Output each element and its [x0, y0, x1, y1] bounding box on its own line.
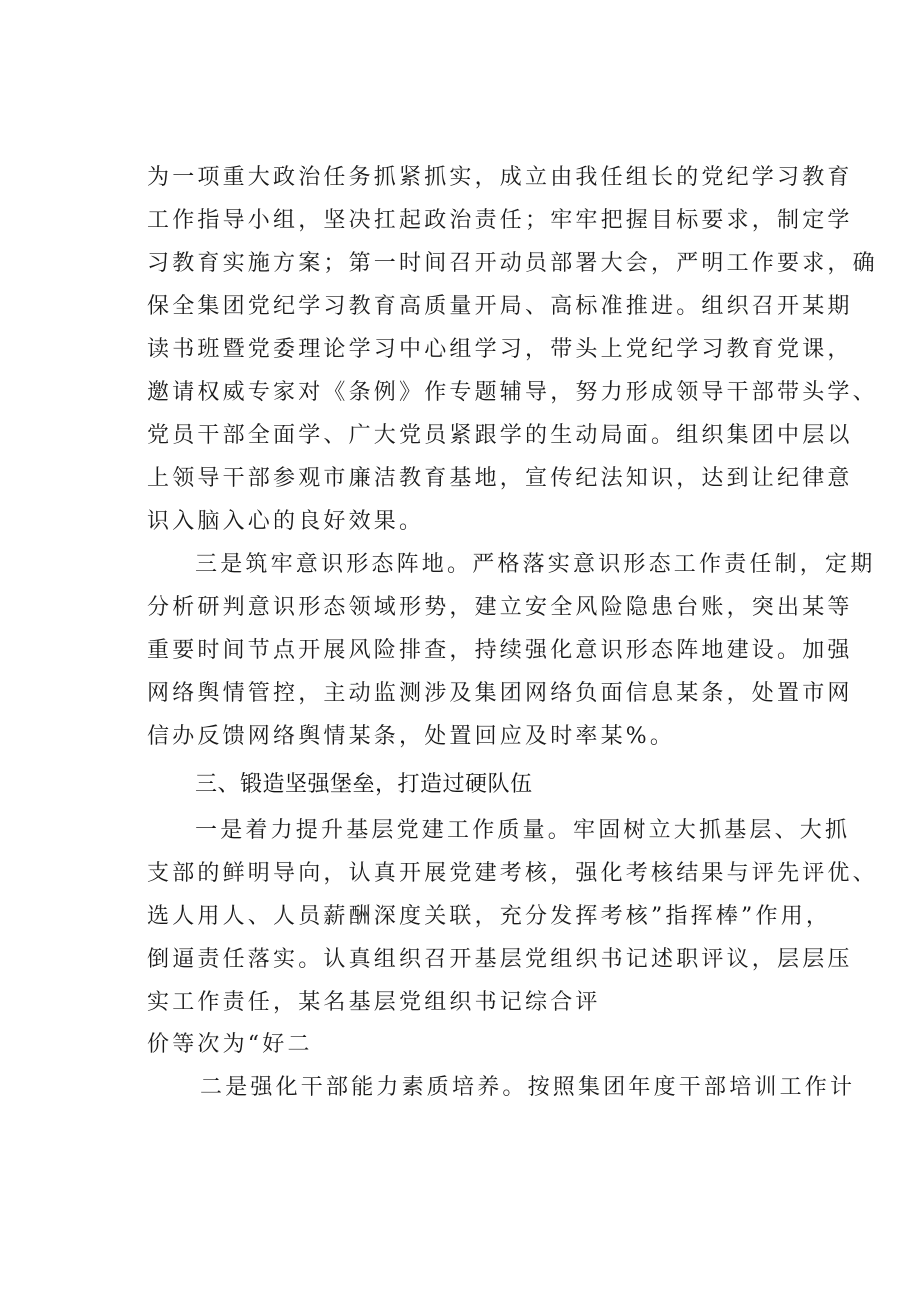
paragraph-line: 识入脑入心的良好效果。 — [147, 509, 425, 534]
paragraph-line: 党员干部全面学、广大党员紧跟学的生动局面。组织集团中层以 — [147, 423, 853, 448]
paragraph-line: 重要时间节点开展风险排查，持续强化意识形态阵地建设。加强 — [147, 638, 853, 663]
paragraph-line: 二是强化干部能力素质培养。按照集团年度干部培训工作计 — [200, 1075, 856, 1100]
paragraph-line: 价等次为“好二 — [147, 1032, 313, 1057]
paragraph-line: 选人用人、人员薪酬深度关联，充分发挥考核”指挥棒”作用， — [147, 904, 832, 929]
paragraph-line: 上领导干部参观市廉洁教育基地，宣传纪法知识，达到让纪律意 — [147, 466, 853, 491]
paragraph-line: 为一项重大政治任务抓紧抓实，成立由我任组长的党纪学习教育 — [147, 165, 853, 190]
paragraph-line: 读书班暨党委理论学习中心组学习，带头上党纪学习教育党课， — [147, 337, 853, 362]
paragraph-line: 信办反馈网络舆情某条，处置回应及时率某%。 — [147, 724, 676, 749]
paragraph-line: 网络舆情管控，主动监测涉及集团网络负面信息某条，处置市网 — [147, 681, 853, 706]
section-heading: 三、锻造坚强堡垒，打造过硬队伍 — [195, 772, 533, 797]
paragraph-line: 支部的鲜明导向，认真开展党建考核，强化考核结果与评先评优、 — [147, 861, 878, 886]
paragraph-line: 一是着力提升基层党建工作质量。牢固树立大抓基层、大抓 — [195, 818, 851, 843]
paragraph-line: 分析研判意识形态领域形势，建立安全风险隐患台账，突出某等 — [147, 595, 853, 620]
paragraph-line: 倒逼责任落实。认真组织召开基层党组织书记述职评议，层层压 — [147, 947, 853, 972]
paragraph-line: 工作指导小组，坚决扛起政治责任；牢牢把握目标要求，制定学 — [147, 208, 853, 233]
paragraph-line: 邀请权威专家对《条例》作专题辅导，努力形成领导干部带头学、 — [147, 380, 878, 405]
paragraph-line: 保全集团党纪学习教育高质量开局、高标准推进。组织召开某期 — [147, 294, 853, 319]
paragraph-line: 三是筑牢意识形态阵地。严格落实意识形态工作责任制，定期 — [195, 552, 876, 577]
paragraph-line: 习教育实施方案；第一时间召开动员部署大会，严明工作要求，确 — [147, 251, 878, 276]
paragraph-line: 实工作责任，某名基层党组织书记综合评 — [147, 990, 601, 1015]
